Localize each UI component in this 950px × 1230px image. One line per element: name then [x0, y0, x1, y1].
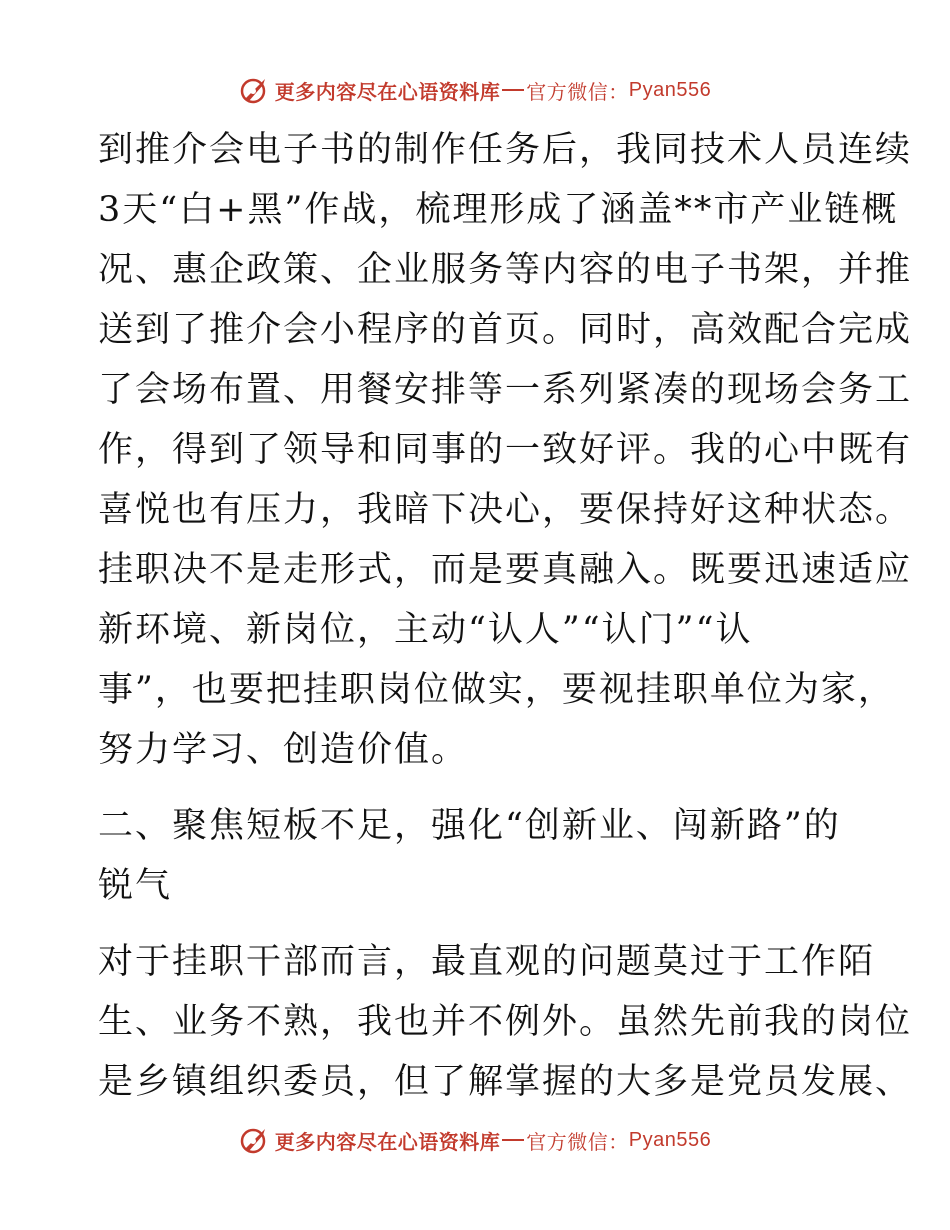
watermark-footer — [0, 1120, 950, 1160]
text-line: 送到了推介会小程序的首页。同时，高效配合完成 — [98, 310, 913, 350]
text-line: 事”，也要把挂职岗位做实，要视挂职单位为家， — [98, 670, 895, 710]
paragraph-challenges — [98, 932, 913, 1112]
text-line: 是乡镇组织委员，但了解掌握的大多是党员发展、 — [98, 1062, 913, 1102]
section-heading — [98, 796, 858, 916]
text-line: 生、业务不熟，我也并不例外。虽然先前我的岗位 — [98, 1002, 913, 1042]
watermark-id-text: Pyan556 — [628, 78, 712, 101]
text-line: 况、惠企政策、企业服务等内容的电子书架，并推 — [98, 250, 913, 290]
pen-logo-icon — [239, 1125, 269, 1155]
text-line: 到推介会电子书的制作任务后，我同技术人员连续 — [98, 130, 913, 170]
document-body — [98, 120, 913, 1112]
text-line: 努力学习、创造价值。 — [98, 730, 469, 770]
text-line: 3天“白+黑”作战，梳理形成了涵盖**市产业链概 — [98, 190, 899, 230]
heading-line: 锐气 — [98, 866, 173, 906]
paragraph-work-summary — [98, 120, 913, 780]
text-line: 喜悦也有压力，我暗下决心，要保持好这种状态。 — [98, 490, 913, 530]
watermark-sub-text: 官方微信： — [526, 1129, 629, 1154]
watermark-dash — [502, 89, 524, 91]
watermark-dash — [502, 1139, 524, 1141]
watermark-main-text: 更多内容尽在心语资料库 — [274, 79, 501, 104]
text-line: 挂职决不是走形式，而是要真融入。既要迅速适应 — [98, 550, 913, 590]
pen-logo-icon — [239, 75, 269, 105]
text-line: 对于挂职干部而言，最直观的问题莫过于工作陌 — [98, 942, 876, 982]
text-line: 了会场布置、用餐安排等一系列紧凑的现场会务工 — [98, 370, 913, 410]
watermark-sub-text: 官方微信： — [526, 79, 629, 104]
watermark-id-text: Pyan556 — [628, 1128, 712, 1151]
text-line: 作，得到了领导和同事的一致好评。我的心中既有 — [98, 430, 913, 470]
watermark-header — [0, 70, 950, 110]
text-line: 新环境、新岗位，主动“认人”“认门”“认 — [98, 610, 753, 650]
heading-line: 二、聚焦短板不足，强化“创新业、闯新路”的 — [98, 806, 841, 846]
watermark-main-text: 更多内容尽在心语资料库 — [274, 1129, 501, 1154]
